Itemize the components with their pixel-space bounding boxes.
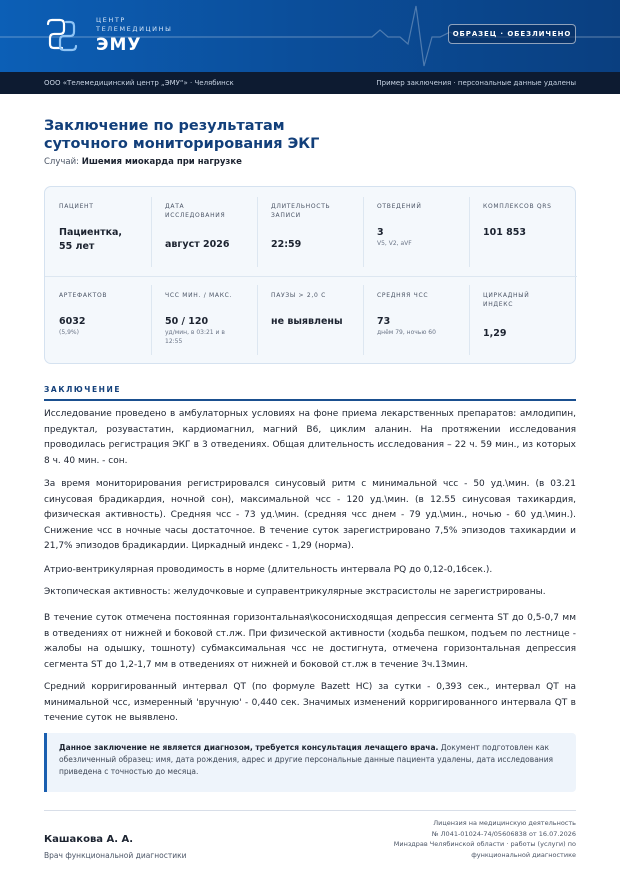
stat-qrs-count xyxy=(483,202,569,240)
conclusion-paragraph: Эктопическая активность: желудочковые и суправентрикулярные экстрасистолы не зарегистрированы. xyxy=(44,587,546,597)
stat-value: Пациентка, xyxy=(59,227,123,238)
stat-label: ИССЛЕДОВАНИЯ xyxy=(165,212,226,219)
stat-artifacts xyxy=(59,291,145,338)
stat-label: ЗАПИСИ xyxy=(271,212,301,219)
stat-value: не выявлены xyxy=(271,316,343,327)
stat-note: днём 79, ночью 60 xyxy=(377,329,436,336)
license-line: Минздрав Челябинской области · работы (услуги) по xyxy=(393,840,576,848)
row-divider xyxy=(45,276,577,277)
stat-circadian-index xyxy=(483,291,569,341)
stat-label: ЧСС МИН. / МАКС. xyxy=(165,292,233,299)
stat-average-heart-rate xyxy=(377,291,463,338)
doctor-name: Кашакова А. А. xyxy=(44,834,134,845)
stat-label: ДЛИТЕЛЬНОСТЬ xyxy=(271,203,331,210)
column-divider xyxy=(363,285,364,355)
stat-note: V5, V2, aVF xyxy=(377,240,412,247)
footer-divider xyxy=(44,810,576,811)
column-divider xyxy=(257,197,258,267)
section-title: ЗАКЛЮЧЕНИЕ xyxy=(44,385,122,394)
disclaimer-bold: Данное заключение не является диагнозом, требуется консультация лечащего врача. xyxy=(59,743,439,752)
sample-badge: ОБРАЗЕЦ · ОБЕЗЛИЧЕНО xyxy=(448,24,576,44)
stat-label: КОМПЛЕКСОВ QRS xyxy=(483,203,552,210)
stat-label: ЦИРКАДНЫЙ xyxy=(483,292,530,299)
stat-patient xyxy=(59,202,145,254)
stat-label: ПАУЗЫ > 2,0 С xyxy=(271,292,326,299)
conclusion-paragraph: Средний корригированный интервал QT (по формуле Bazett HC) за сутки - 0,393 сек., интервал QT на минимальной чсс, измеренный 'вручную' - 0,440 сек. Значимых изменений корригированного интервала QT в течение суток не выявлено. xyxy=(44,682,576,723)
title-line-2: суточного мониторирования ЭКГ xyxy=(44,136,320,152)
organization-bar xyxy=(0,72,620,94)
case-line xyxy=(44,157,242,167)
stat-value: 101 853 xyxy=(483,227,526,238)
column-divider xyxy=(469,197,470,267)
stat-value: 3 xyxy=(377,227,384,238)
logo-brand: ЭМУ xyxy=(96,35,142,55)
stat-study-date xyxy=(165,202,251,252)
conclusion-paragraph: В течение суток отмечена постоянная горизонтальная\косонисходящая депрессия сегмента ST до 0,5-0,7 мм в отведениях от нижней и боковой ст.лж. При физической активности (ходьба пешком, подъем по лестнице - жалобы на одышку, тошноту) субмаксимальная чсс не достигнута, отмечена горизонтальная депрессия сегмента ST до 1,2-1,7 мм в отведениях от нижней и боковой ст.лж в течение 3ч.13мин. xyxy=(44,613,576,670)
stat-note: (5,9%) xyxy=(59,329,79,336)
logo-line-center: ЦЕНТР xyxy=(96,16,126,24)
page-title xyxy=(44,117,444,153)
column-divider xyxy=(257,285,258,355)
stat-value: 55 лет xyxy=(59,241,95,252)
license-line: функциональной диагностике xyxy=(471,850,576,859)
stat-label: СРЕДНЯЯ ЧСС xyxy=(377,292,429,299)
logo-text xyxy=(96,16,172,56)
disclaimer-note xyxy=(44,733,576,792)
stat-label: ДАТА xyxy=(165,203,185,210)
stat-value: 1,29 xyxy=(483,328,507,339)
header-bar xyxy=(0,0,620,72)
logo-icon xyxy=(44,18,80,52)
sample-notice: Пример заключения · персональные данные удалены xyxy=(376,79,576,87)
case-label: Случай: xyxy=(44,157,80,167)
stat-label: АРТЕФАКТОВ xyxy=(59,292,108,299)
column-divider xyxy=(363,197,364,267)
column-divider xyxy=(151,197,152,267)
license-line: № Л041-01024-74/05606838 от 16.07.2026 xyxy=(431,829,576,838)
section-divider xyxy=(44,399,576,401)
doctor-role: Врач функциональной диагностики xyxy=(44,851,187,860)
stat-value: 50 / 120 xyxy=(165,316,209,327)
logo-line-telemedicine: ТЕЛЕМЕДИЦИНЫ xyxy=(96,25,173,33)
column-divider xyxy=(469,285,470,355)
organization-name: ООО «Телемедицинский центр „ЭМУ“» · Челябинск xyxy=(44,79,234,87)
stat-value: август 2026 xyxy=(165,239,230,250)
stat-label: ИНДЕКС xyxy=(483,301,514,308)
stat-leads xyxy=(377,202,463,249)
column-divider xyxy=(151,285,152,355)
conclusion-paragraph: Атрио-вентрикулярная проводимость в норме (длительность интервала PQ до 0,12-0,16сек.). xyxy=(44,565,493,575)
stat-value: 22:59 xyxy=(271,239,302,250)
stat-pauses xyxy=(271,291,357,329)
stat-heart-rate-min-max xyxy=(165,291,251,346)
stat-note: 12:55 xyxy=(165,337,183,345)
title-line-1: Заключение по результатам xyxy=(44,118,285,134)
stat-label: ОТВЕДЕНИЙ xyxy=(377,203,422,210)
disclaimer-text: Документ подготовлен как обезличенный образец: имя, дата рождения, адрес и другие персональные данные пациента удалены, дата исследования приведена с точностью до месяца. xyxy=(59,743,554,776)
conclusion-paragraph: За время мониторирования регистрировался синусовый ритм с минимальной чсс - 50 уд.\мин. (в 03.21 синусовая брадикардия, ночной сон), максимальной чсс - 120 уд.\мин. (в 12.55 синусовая тахикардия, физическая активность). Средняя чсс - 73 уд.\мин. (средняя чсс днем - 79 уд.\мин., ночью - 60 уд.\мин.). Снижение чсс в ночные часы достаточное. В течение суток зарегистрировано 7,5% эпизодов тахикардии и 21,7% эпизодов брадикардии. Циркадный индекс - 1,29 (норма). xyxy=(44,479,576,551)
case-value: Ишемия миокарда при нагрузке xyxy=(81,157,242,167)
stat-value: 6032 xyxy=(59,316,86,327)
stat-duration xyxy=(271,202,357,252)
license-info xyxy=(346,818,576,860)
stat-value: 73 xyxy=(377,316,391,327)
stats-card xyxy=(44,186,576,364)
stat-label: ПАЦИЕНТ xyxy=(59,203,94,210)
stat-note: уд/мин, в 03:21 и в xyxy=(165,329,225,336)
conclusion-paragraph: Исследование проведено в амбулаторных условиях на фоне приема лекарственных препаратов: амлодипин, предуктал, розувастатин, кардиомагнил, магний B6, циклим аланин. На протяжении исследования проводилась регистрация ЭКГ в 3 отведениях. Общая длительность исследования – 22 ч. 59 мин., из которых 8 ч. 40 мин. - сон. xyxy=(44,409,576,466)
license-line: Лицензия на медицинскую деятельность xyxy=(433,819,576,827)
